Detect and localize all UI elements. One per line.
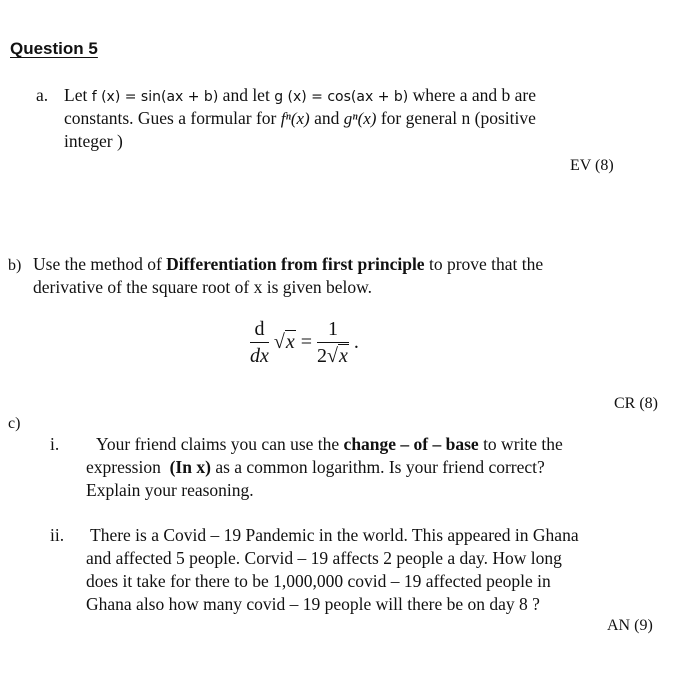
part-b-mark: CR (8)	[614, 395, 658, 412]
item-ii-line-1: There is a Covid – 19 Pandemic in the world. This appeared in Ghana	[90, 525, 579, 545]
one-over-two-root-x	[317, 316, 349, 369]
item-ii-label: ii.	[50, 525, 65, 545]
let-text: Let	[64, 85, 88, 105]
part-b-label: b)	[8, 257, 22, 274]
g-definition: g (x) = cos(ax + b)	[274, 89, 409, 105]
equals-sign: =	[300, 331, 313, 353]
item-ii-line-3: does it take for there to be 1,000,000 covid – 19 affected people in	[86, 571, 551, 591]
part-a-label: a.	[36, 85, 49, 105]
method-name: Differentiation from first principle	[166, 254, 425, 274]
rhs-denominator: 2√x	[317, 345, 348, 367]
item-i-line-2: expression (In x) as a common logarithm. Is your friend correct?	[86, 457, 545, 477]
item-ii-line-2: and affected 5 people. Corvid – 19 affects 2 people a day. How long	[86, 548, 562, 568]
part-c-label: c)	[8, 415, 21, 432]
and-let-text: and let	[222, 85, 270, 105]
ln-x: (In x)	[169, 457, 211, 477]
part-a-mark: EV (8)	[570, 157, 614, 174]
part-c-mark: AN (9)	[607, 617, 653, 634]
line2-end: for general n (positive	[380, 108, 536, 128]
item-i-line-1: Your friend claims you can use the change – of – base to write the	[96, 434, 563, 454]
f-nth-derivative: fⁿ(x)	[280, 109, 310, 128]
sqrt-x: √x	[273, 331, 295, 353]
rhs-numerator: 1	[317, 316, 349, 343]
d-numerator: d	[250, 316, 269, 343]
item-i-line-3: Explain your reasoning.	[86, 480, 254, 500]
line2-start: constants. Gues a formular for	[64, 108, 277, 128]
and-text: and	[314, 108, 340, 128]
d-dx-fraction	[250, 316, 269, 369]
dx-denominator: dx	[250, 345, 269, 367]
part-b-line1-end: to prove that the	[428, 254, 544, 274]
part-b-line1-start: Use the method of	[33, 254, 162, 274]
where-text: where a and b are	[412, 85, 537, 105]
f-definition: f (x) = sin(ax + b)	[91, 89, 219, 105]
part-a-line-1	[64, 84, 536, 109]
change-of-base: change – of – base	[343, 434, 479, 454]
item-i-label: i.	[50, 434, 60, 454]
formula-end-dot: .	[353, 331, 359, 353]
part-a-line-2	[64, 107, 536, 130]
item-ii-line-4: Ghana also how many covid – 19 people will there be on day 8 ?	[86, 594, 540, 614]
question-title: Question 5	[10, 39, 98, 58]
part-b-line-1	[33, 253, 543, 276]
derivative-formula	[250, 316, 359, 369]
part-a-line-3: integer )	[64, 131, 123, 151]
g-nth-derivative: gⁿ(x)	[343, 109, 377, 128]
part-b-line-2: derivative of the square root of x is given below.	[33, 277, 373, 297]
